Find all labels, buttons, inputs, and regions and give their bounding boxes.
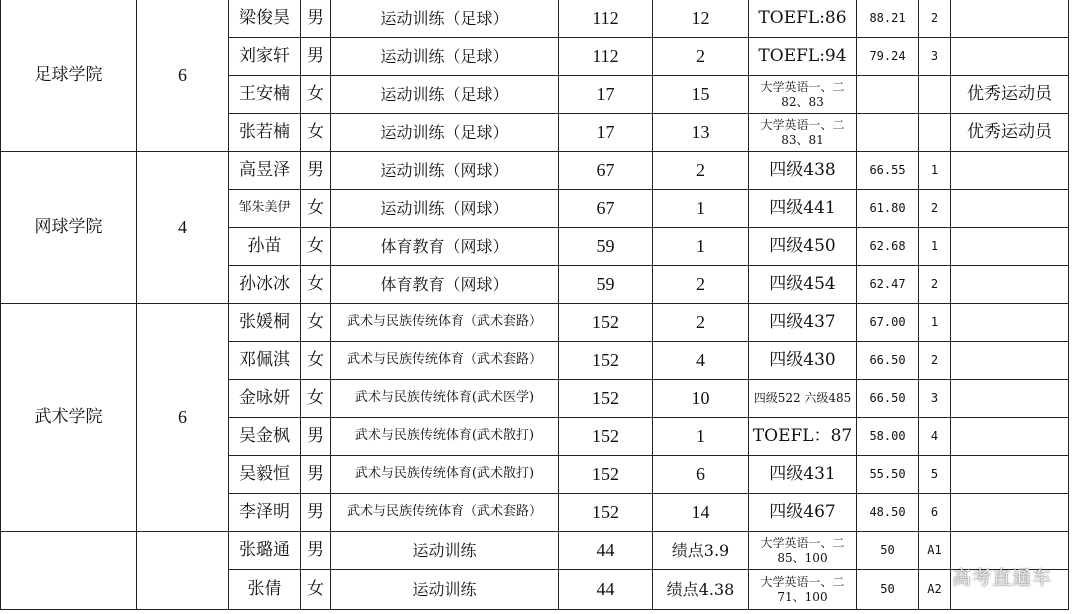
gender-cell: 女 xyxy=(301,266,331,304)
score-cell: 50 xyxy=(857,532,919,570)
score-cell: 55.50 xyxy=(857,456,919,494)
rank-or-gpa-cell: 1 xyxy=(653,418,749,456)
count-cell: 152 xyxy=(559,494,653,532)
language-cell: 四级441 xyxy=(749,190,857,228)
count-cell: 152 xyxy=(559,456,653,494)
quota-cell: 6 xyxy=(137,0,229,152)
score-cell xyxy=(857,114,919,152)
major-cell: 体育教育（网球） xyxy=(331,228,559,266)
rank-or-gpa-cell: 1 xyxy=(653,228,749,266)
order-cell: 6 xyxy=(919,494,951,532)
college-cell: 足球学院 xyxy=(1,0,137,152)
order-cell: 3 xyxy=(919,380,951,418)
order-cell: 1 xyxy=(919,152,951,190)
order-cell: 1 xyxy=(919,228,951,266)
gender-cell: 女 xyxy=(301,304,331,342)
order-cell: 3 xyxy=(919,38,951,76)
gender-cell: 女 xyxy=(301,114,331,152)
language-cell: 大学英语一、二85、100 xyxy=(749,532,857,570)
language-cell: 四级431 xyxy=(749,456,857,494)
count-cell: 17 xyxy=(559,114,653,152)
rank-or-gpa-cell: 1 xyxy=(653,190,749,228)
name-cell: 吴毅恒 xyxy=(229,456,301,494)
college-cell: 武术学院 xyxy=(1,304,137,532)
gender-cell: 女 xyxy=(301,76,331,114)
language-cell: 四级430 xyxy=(749,342,857,380)
major-cell: 运动训练（足球） xyxy=(331,76,559,114)
note-cell xyxy=(951,304,1069,342)
language-cell: 四级467 xyxy=(749,494,857,532)
rank-or-gpa-cell: 4 xyxy=(653,342,749,380)
name-cell: 孙苗 xyxy=(229,228,301,266)
note-cell xyxy=(951,494,1069,532)
name-cell: 张璐通 xyxy=(229,532,301,570)
order-cell: 4 xyxy=(919,418,951,456)
score-cell: 66.50 xyxy=(857,380,919,418)
order-cell: 1 xyxy=(919,304,951,342)
major-cell: 武术与民族传统体育(武术散打) xyxy=(331,456,559,494)
major-cell: 运动训练 xyxy=(331,570,559,610)
name-cell: 高昱泽 xyxy=(229,152,301,190)
count-cell: 152 xyxy=(559,380,653,418)
rank-or-gpa-cell: 2 xyxy=(653,266,749,304)
name-cell: 王安楠 xyxy=(229,76,301,114)
gender-cell: 女 xyxy=(301,380,331,418)
count-cell: 59 xyxy=(559,266,653,304)
order-cell xyxy=(919,76,951,114)
gender-cell: 男 xyxy=(301,532,331,570)
rank-or-gpa-cell: 15 xyxy=(653,76,749,114)
watermark: 高考直通车 xyxy=(951,567,1052,589)
score-cell: 62.68 xyxy=(857,228,919,266)
gender-cell: 男 xyxy=(301,0,331,38)
name-cell: 刘家轩 xyxy=(229,38,301,76)
quota-cell: 4 xyxy=(137,152,229,304)
score-cell: 88.21 xyxy=(857,0,919,38)
table-row xyxy=(1,532,1069,570)
gender-cell: 男 xyxy=(301,38,331,76)
name-cell: 张若楠 xyxy=(229,114,301,152)
major-cell: 武术与民族传统体育(武术散打) xyxy=(331,418,559,456)
count-cell: 112 xyxy=(559,0,653,38)
note-cell xyxy=(951,418,1069,456)
name-cell: 李泽明 xyxy=(229,494,301,532)
table-row xyxy=(1,0,1069,38)
gender-cell: 男 xyxy=(301,418,331,456)
language-cell: TOEFL:86 xyxy=(749,0,857,38)
order-cell: 2 xyxy=(919,190,951,228)
gender-cell: 女 xyxy=(301,570,331,610)
count-cell: 67 xyxy=(559,190,653,228)
gender-cell: 女 xyxy=(301,342,331,380)
order-cell: 2 xyxy=(919,342,951,380)
name-cell: 张媛桐 xyxy=(229,304,301,342)
language-cell: 四级450 xyxy=(749,228,857,266)
language-cell: 四级437 xyxy=(749,304,857,342)
count-cell: 112 xyxy=(559,38,653,76)
major-cell: 运动训练（足球） xyxy=(331,0,559,38)
major-cell: 武术与民族传统体育（武术套路） xyxy=(331,342,559,380)
count-cell: 152 xyxy=(559,418,653,456)
score-cell: 48.50 xyxy=(857,494,919,532)
name-cell: 孙冰冰 xyxy=(229,266,301,304)
gender-cell: 女 xyxy=(301,190,331,228)
order-cell xyxy=(919,114,951,152)
table-row xyxy=(1,304,1069,342)
language-cell: 大学英语一、二82、83 xyxy=(749,76,857,114)
rank-or-gpa-cell: 14 xyxy=(653,494,749,532)
score-cell xyxy=(857,76,919,114)
language-cell: TOEFL:94 xyxy=(749,38,857,76)
note-cell xyxy=(951,0,1069,38)
language-cell: 四级454 xyxy=(749,266,857,304)
major-cell: 武术与民族传统体育(武术医学) xyxy=(331,380,559,418)
language-cell: 四级522 六级485 xyxy=(749,380,857,418)
language-cell: 四级438 xyxy=(749,152,857,190)
rank-or-gpa-cell: 13 xyxy=(653,114,749,152)
score-cell: 66.50 xyxy=(857,342,919,380)
rank-or-gpa-cell: 6 xyxy=(653,456,749,494)
note-cell xyxy=(951,380,1069,418)
note-cell xyxy=(951,152,1069,190)
note-cell: 优秀运动员 xyxy=(951,114,1069,152)
table-row xyxy=(1,152,1069,190)
rank-or-gpa-cell: 2 xyxy=(653,304,749,342)
order-cell: A2 xyxy=(919,570,951,610)
name-cell: 邹朱美伊 xyxy=(229,190,301,228)
language-cell: 大学英语一、二83、81 xyxy=(749,114,857,152)
score-cell: 50 xyxy=(857,570,919,610)
order-cell: 2 xyxy=(919,0,951,38)
major-cell: 运动训练 xyxy=(331,532,559,570)
note-cell xyxy=(951,190,1069,228)
name-cell: 梁俊昊 xyxy=(229,0,301,38)
table-body xyxy=(1,0,1069,610)
college-cell: 网球学院 xyxy=(1,152,137,304)
order-cell: A1 xyxy=(919,532,951,570)
rank-or-gpa-cell: 绩点3.9 xyxy=(653,532,749,570)
name-cell: 张倩 xyxy=(229,570,301,610)
quota-cell xyxy=(137,532,229,610)
count-cell: 59 xyxy=(559,228,653,266)
gender-cell: 男 xyxy=(301,494,331,532)
gender-cell: 女 xyxy=(301,228,331,266)
note-cell: 优秀运动员 xyxy=(951,76,1069,114)
note-cell xyxy=(951,228,1069,266)
major-cell: 武术与民族传统体育（武术套路） xyxy=(331,494,559,532)
major-cell: 运动训练（足球） xyxy=(331,38,559,76)
count-cell: 17 xyxy=(559,76,653,114)
note-cell xyxy=(951,266,1069,304)
count-cell: 44 xyxy=(559,532,653,570)
note-cell xyxy=(951,456,1069,494)
note-cell xyxy=(951,38,1069,76)
major-cell: 体育教育（网球） xyxy=(331,266,559,304)
score-cell: 66.55 xyxy=(857,152,919,190)
order-cell: 5 xyxy=(919,456,951,494)
count-cell: 44 xyxy=(559,570,653,610)
score-cell: 79.24 xyxy=(857,38,919,76)
name-cell: 邓佩淇 xyxy=(229,342,301,380)
rank-or-gpa-cell: 12 xyxy=(653,0,749,38)
score-cell: 62.47 xyxy=(857,266,919,304)
name-cell: 金咏妍 xyxy=(229,380,301,418)
major-cell: 运动训练（网球） xyxy=(331,190,559,228)
score-cell: 61.80 xyxy=(857,190,919,228)
rank-or-gpa-cell: 2 xyxy=(653,38,749,76)
count-cell: 152 xyxy=(559,342,653,380)
rank-or-gpa-cell: 绩点4.38 xyxy=(653,570,749,610)
gender-cell: 男 xyxy=(301,456,331,494)
gender-cell: 男 xyxy=(301,152,331,190)
major-cell: 运动训练（足球） xyxy=(331,114,559,152)
name-cell: 吴金枫 xyxy=(229,418,301,456)
major-cell: 运动训练（网球） xyxy=(331,152,559,190)
order-cell: 2 xyxy=(919,266,951,304)
rank-or-gpa-cell: 10 xyxy=(653,380,749,418)
count-cell: 152 xyxy=(559,304,653,342)
score-cell: 58.00 xyxy=(857,418,919,456)
quota-cell: 6 xyxy=(137,304,229,532)
language-cell: TOEFL：87 xyxy=(749,418,857,456)
rank-or-gpa-cell: 2 xyxy=(653,152,749,190)
count-cell: 67 xyxy=(559,152,653,190)
note-cell xyxy=(951,342,1069,380)
language-cell: 大学英语一、二71、100 xyxy=(749,570,857,610)
major-cell: 武术与民族传统体育（武术套路） xyxy=(331,304,559,342)
college-cell xyxy=(1,532,137,610)
score-cell: 67.00 xyxy=(857,304,919,342)
